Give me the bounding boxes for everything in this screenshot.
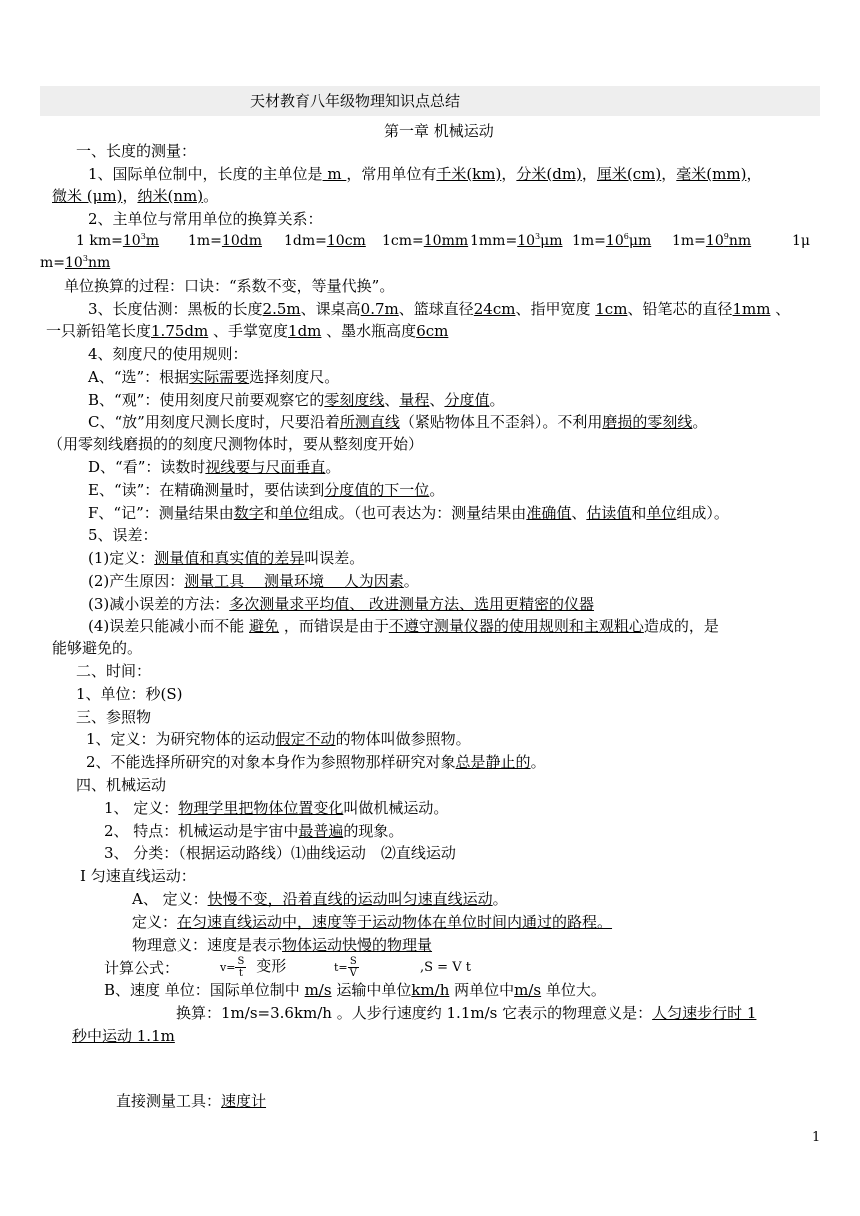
rule-c-note: （用零刻线磨损的的刻度尺测物体时，要从整刻度开始） xyxy=(48,435,424,453)
conversion-m-dm: 1m=10dm xyxy=(188,233,262,249)
uniform-speed-definition: 定义：在匀速直线运动中，速度等于运动物体在单位时间内通过的路程。 xyxy=(132,913,613,931)
paragraph-error: 5、误差： xyxy=(88,526,158,544)
formula-t: t= $\frac{S}{V}$ xyxy=(334,955,357,979)
rule-e: E、“读”：在精确测量时，要估读到分度值的下一位。 xyxy=(88,481,445,499)
reference-rule: 2、不能选择所研究的对象本身作为参照物那样研究对象总是静止的。 xyxy=(86,753,546,771)
motion-classification: 3、 分类：（根据运动路线）⑴曲线运动 ⑵直线运动 xyxy=(104,844,456,862)
time-unit: 1、单位：秒(S) xyxy=(76,685,183,703)
speed-formula: 计算公式： xyxy=(104,959,180,977)
speed-units: B、速度 单位：国际单位制中 m/s 运输中单位km/h 两单位中m/s 单位大。 xyxy=(104,981,606,999)
error-vs-mistake: (4)误差只能减小而不能 避免 ，而错误是由于不遵守测量仪器的使用规则和主观粗心造成的，是 xyxy=(88,617,719,635)
rule-d: D、“看”：读数时视线要与尺面垂直。 xyxy=(88,458,341,476)
uniform-definition-a: A、 定义：快慢不变，沿着直线的运动叫匀速直线运动。 xyxy=(132,890,508,908)
document-title: 天材教育八年级物理知识点总结 xyxy=(250,92,461,110)
rule-b: B、“观”：使用刻度尺前要观察它的零刻度线、量程、分度值。 xyxy=(88,391,505,409)
error-definition: (1)定义：测量值和真实值的差异叫误差。 xyxy=(88,549,365,567)
paragraph-mnemonic: 单位换算的过程：口诀：“系数不变，等量代换”。 xyxy=(64,277,395,295)
motion-definition: 1、 定义：物理学里把物体位置变化叫做机械运动。 xyxy=(104,799,449,817)
rule-f: F、“记”：测量结果由数字和单位组成。（也可表达为：测量结果由准确值、估读值和单位组成）。 xyxy=(88,504,729,522)
formula-s: ,S = V t xyxy=(420,960,471,975)
conversion-cm-mm: 1cm=10mm xyxy=(382,233,469,249)
conversion-line: 1 $km=10^3m$ xyxy=(76,232,160,249)
paragraph-conversion-heading: 2、主单位与常用单位的换算关系： xyxy=(88,210,323,228)
paragraph-estimation: 3、长度估测：黑板的长度2.5m、课桌高0.7m、篮球直径24cm、指甲宽度 1cm、铅笔芯的直径1mm 、 xyxy=(88,300,791,318)
conversion-m-nm: $1m=10^9nm$ xyxy=(672,232,752,249)
paragraph-units-cont: 微米 (μm)，纳米(nm)。 xyxy=(52,187,219,205)
rule-a: A、“选”：根据实际需要选择刻度尺。 xyxy=(88,368,340,386)
speed-meaning: 物理意义：速度是表示物体运动快慢的物理量 xyxy=(132,936,433,954)
motion-feature: 2、 特点：机械运动是宇宙中最普遍的现象。 xyxy=(104,822,404,840)
formula-v: v= $\frac{S}{t}$ 变形 xyxy=(220,955,287,979)
paragraph-units: 1、国际单位制中，长度的主单位是 m ，常用单位有千米(km)，分米(dm)，厘米(cm)，毫米(mm)， xyxy=(88,165,762,183)
speed-conversion-cont: 秒中运动 1.1m xyxy=(72,1027,175,1045)
conversion-mm-um: $1mm=10^3\mu m$ xyxy=(470,232,563,249)
conversion-um-nm-cont: $m=10^3nm$ xyxy=(40,254,111,271)
chapter-title: 第一章 机械运动 xyxy=(384,122,494,140)
conversion-m-um: $1m=10^6\mu m$ xyxy=(572,232,652,249)
section-heading-reference: 三、参照物 xyxy=(76,708,152,726)
paragraph-ruler-rules: 4、刻度尺的使用规则： xyxy=(88,345,248,363)
uniform-motion-heading: Ⅰ 匀速直线运动： xyxy=(80,867,196,885)
conversion-um-nm: 1μ xyxy=(792,233,811,249)
error-vs-mistake-cont: 能够避免的。 xyxy=(52,639,143,657)
error-causes: (2)产生原因：测量工具 测量环境 人为因素。 xyxy=(88,572,419,590)
section-heading-length: 一、长度的测量： xyxy=(76,142,197,160)
paragraph-estimation-cont: 一只新铅笔长度1.75dm 、手掌宽度1dm 、墨水瓶高度6cm xyxy=(46,322,449,340)
section-heading-motion: 四、机械运动 xyxy=(76,776,167,794)
measuring-tool: 直接测量工具：速度计 xyxy=(116,1092,267,1110)
conversion-dm-cm: 1dm=10cm xyxy=(284,233,366,249)
error-reduction: (3)减小误差的方法：多次测量求平均值、 改进测量方法、选用更精密的仪器 xyxy=(88,595,595,613)
page-number: 1 xyxy=(812,1130,821,1145)
rule-c: C、“放”用刻度尺测长度时，尺要沿着所测直线（紧贴物体且不歪斜）。不利用磨损的零刻线。 xyxy=(88,413,708,431)
section-heading-time: 二、时间： xyxy=(76,662,152,680)
speed-conversion: 换算：1m/s=3.6km/h 。人步行速度约 1.1m/s 它表示的物理意义是：人匀速步行时 1 xyxy=(176,1004,757,1022)
reference-definition: 1、定义：为研究物体的运动假定不动的物体叫做参照物。 xyxy=(86,730,471,748)
